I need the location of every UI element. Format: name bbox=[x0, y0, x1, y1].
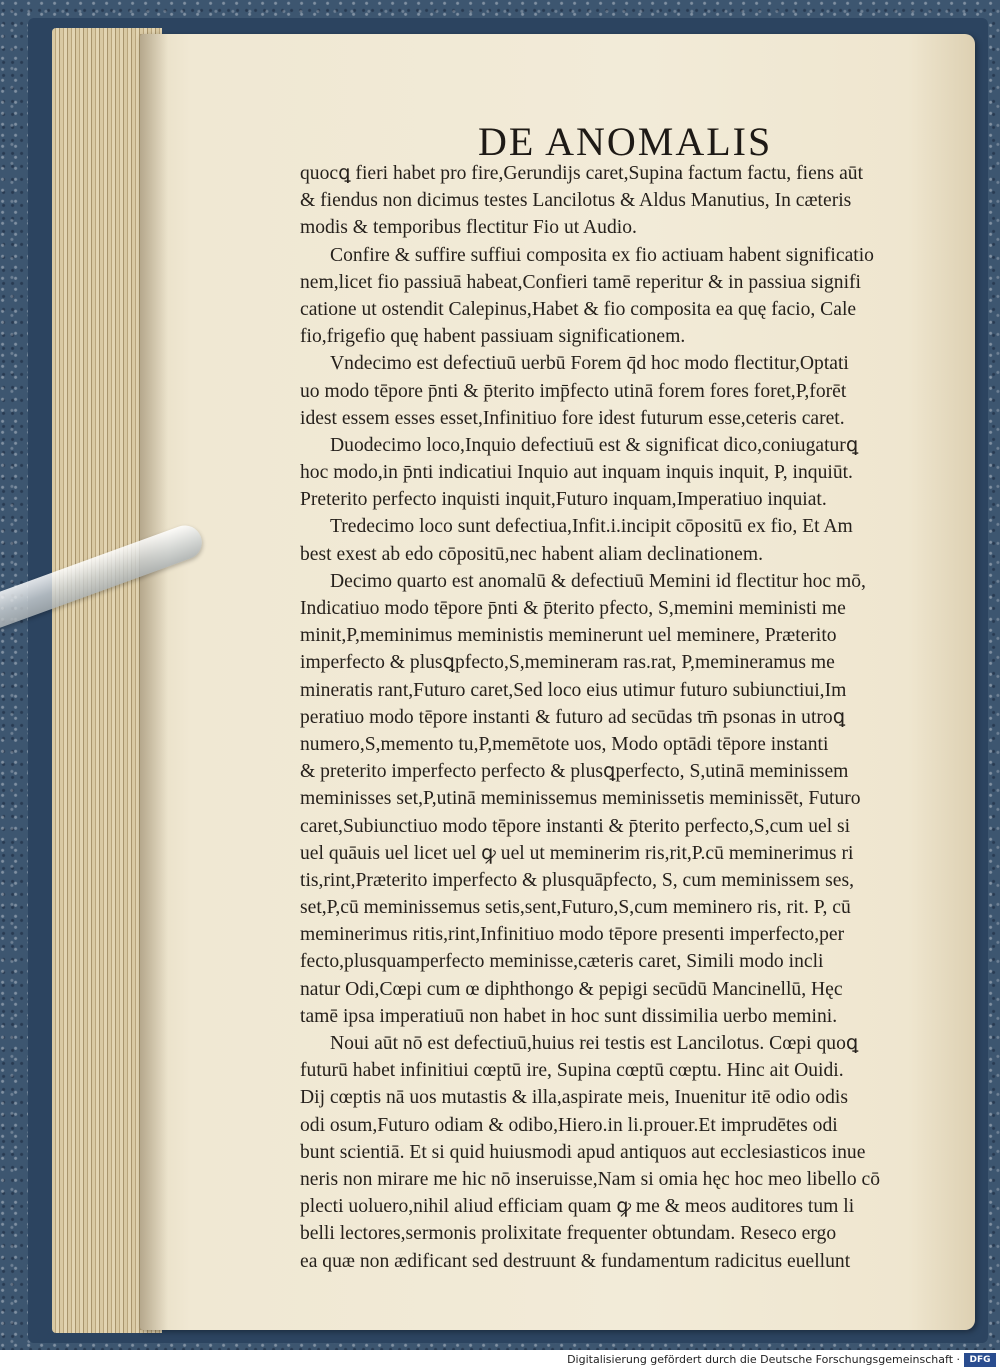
text-line: futurū habet infinitiui cœptū ire, Supina cœptū cœptu. Hinc ait Ouidi. bbox=[300, 1060, 844, 1082]
text-line: Duodecimo loco,Inquio defectiuū est & significat dico,coniugaturꝗ bbox=[330, 434, 859, 456]
text-line: uel quāuis uel licet uel ꝙ uel ut meminerim ris,rit,P.cū meminerimus ri bbox=[300, 842, 854, 864]
text-line: idest essem esses esset,Infinitiuo fore idest futurum esse,ceteris caret. bbox=[300, 407, 845, 429]
text-line: hoc modo,in p̄nti indicatiui Inquio aut inquam inquis inquit, P, inquiūt. bbox=[300, 462, 853, 484]
text-line: ea quæ non ædificant sed destruunt & fundamentum radicitus euellunt bbox=[300, 1250, 851, 1272]
text-line: quocꝗ fieri habet pro fire,Gerundijs caret,Supina factum factu, fiens aūt bbox=[300, 163, 864, 184]
text-line: meminisses set,P,utinā meminissemus meminissetis meminissēt, Futuro bbox=[300, 788, 861, 810]
text-line: Dij cœptis nā uos mutastis & illa,aspirate meis, Inuenitur itē odio odis bbox=[300, 1087, 849, 1109]
text-line: modis & temporibus flectitur Fio ut Audio. bbox=[300, 217, 637, 239]
text-line: fio,frigefio quę habent passiuam significationem. bbox=[300, 326, 686, 348]
text-line: Tredecimo loco sunt defectiua,Infit.i.incipit cōpositū ex fio, Et Am bbox=[330, 516, 853, 538]
text-line: mineratis rant,Futuro caret,Sed loco eius utimur futuro subiunctiui,Im bbox=[300, 679, 847, 701]
text-line: Noui aūt nō est defectiuū,huius rei testis est Lancilotus. Cœpi quoꝗ bbox=[330, 1033, 859, 1054]
page-text-block bbox=[300, 160, 940, 1275]
text-line: numero,S,memento tu,P,memētote uos, Modo optādi tēpore instanti bbox=[300, 733, 829, 755]
text-line: belli lectores,sermonis prolixitate frequenter obtundam. Reseco ergo bbox=[300, 1223, 837, 1245]
gutter-shadow bbox=[140, 34, 168, 1330]
text-line: odi osum,Futuro odiam & odibo,Hiero.in li.prouer.Et imprudētes odi bbox=[300, 1114, 838, 1136]
text-line: & preterito imperfecto perfecto & plusꝗperfecto, S,utinā meminissem bbox=[300, 761, 849, 783]
text-line: plecti uoluero,nihil aliud efficiam quam ꝙ me & meos auditores tum li bbox=[300, 1196, 855, 1218]
dfg-logo: DFG bbox=[964, 1353, 996, 1367]
text-line: Preterito perfecto inquisti inquit,Futuro inquam,Imperatiuo inquiat. bbox=[300, 489, 827, 511]
text-line: imperfecto & plusꝗpfecto,S,memineram ras.rat, P,memineramus me bbox=[300, 652, 835, 674]
text-line: nem,licet fio passiuā habeat,Confieri tamē reperitur & in passiua signifi bbox=[300, 271, 861, 293]
page-heading: DE ANOMALIS bbox=[478, 119, 773, 164]
text-line: catione ut ostendit Calepinus,Habet & fio composita ea quę facio, Cale bbox=[300, 298, 857, 320]
text-line: Confire & suffire suffiui composita ex fio actiuam habent significatio bbox=[330, 244, 874, 266]
text-line: set,P,cū meminissemus setis,sent,Futuro,S,cum meminero ris, rit. P, cū bbox=[300, 897, 851, 919]
text-line: & fiendus non dicimus testes Lancilotus & Aldus Manutius, In cæteris bbox=[300, 190, 852, 212]
text-line: natur Odi,Cœpi cum œ diphthongo & pepigi secūdū Mancinellū, Hęc bbox=[300, 978, 843, 1000]
text-line: Indicatiuo modo tēpore p̄nti & p̄terito pfecto, S,memini meministi me bbox=[300, 598, 846, 619]
text-line: minit,P,meminimus meministis meminerunt uel meminere, Præterito bbox=[300, 625, 837, 647]
text-line: peratiuo modo tēpore instanti & futuro ad secūdas tm̄ psonas in utroꝗ bbox=[300, 706, 846, 728]
text-line: meminerimus ritis,rint,Infinitiuo modo tēpore presenti imperfecto,per bbox=[300, 924, 845, 946]
text-line: caret,Subiunctiuo modo tēpore instanti & p̄terito perfecto,S,cum uel si bbox=[300, 815, 851, 837]
text-line: neris non mirare me hic nō inseruisse,Nam si omia hęc hoc meo libello cō bbox=[300, 1168, 881, 1190]
text-line: best exest ab edo cōpositū,nec habent aliam declinationem. bbox=[300, 543, 764, 565]
footer-credit: Digitalisierung gefördert durch die Deutsche Forschungsgemeinschaft · bbox=[567, 1353, 960, 1366]
text-line: uo modo tēpore p̄nti & p̄terito imp̄fecto utinā forem fores foret,P,forēt bbox=[300, 380, 847, 402]
text-line: tamē ipsa imperatiuū non habet in hoc sunt dissimilia uerbo memini. bbox=[300, 1005, 838, 1027]
text-line: Vndecimo est defectiuū uerbū Forem q̄d hoc modo flectitur,Optati bbox=[330, 353, 849, 375]
text-line: tis,rint,Præterito imperfecto & plusquāpfecto, S, cum meminissem ses, bbox=[300, 869, 854, 891]
text-line: bunt scientiā. Et si quid huiusmodi apud antiquos aut ecclesiasticos inue bbox=[300, 1141, 866, 1163]
text-line: fecto,plusquamperfecto meminisse,cæteris caret, Simili modo incli bbox=[300, 951, 824, 973]
text-line: Decimo quarto est anomalū & defectiuū Memini id flectitur hoc mō, bbox=[330, 570, 866, 592]
